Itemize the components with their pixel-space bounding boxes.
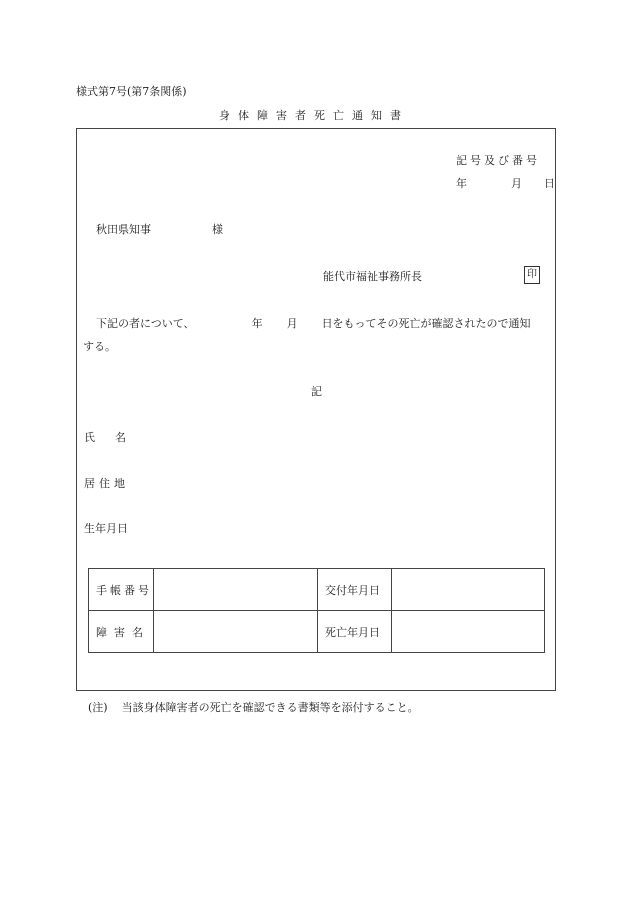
dob-field-label: 生年月日 xyxy=(84,522,128,535)
addressee-honorific: 様 xyxy=(212,223,223,236)
day-label: 日 xyxy=(544,177,555,190)
body-prefix: 下記の者について、 xyxy=(96,317,195,330)
footnote-text: 当該身体障害者の死亡を確認できる書類等を添付すること。 xyxy=(121,701,419,714)
table-label-cell: 死亡年月日 xyxy=(318,611,392,653)
body-month: 月 xyxy=(286,317,298,330)
form-reference: 様式第7号(第7条関係) xyxy=(76,85,187,98)
table-row xyxy=(89,611,545,653)
table-value-cell xyxy=(392,611,545,653)
body-year: 年 xyxy=(251,317,263,330)
table-label-cell: 障害名 xyxy=(89,611,154,653)
footnote-prefix: (注) xyxy=(88,701,108,714)
table-row xyxy=(89,569,545,611)
sender-title: 能代市福祉事務所長 xyxy=(323,270,422,283)
body-suffix: 日をもってその死亡が確認されたので通知 xyxy=(321,317,531,330)
issue-date-line xyxy=(456,178,555,189)
name-field-label xyxy=(84,432,126,443)
seal-mark: 印 xyxy=(524,266,540,284)
name-label-part1: 氏 xyxy=(84,431,95,444)
body-text-line1 xyxy=(96,318,531,329)
table-value-cell xyxy=(392,569,545,611)
month-label: 月 xyxy=(511,177,522,190)
info-table xyxy=(88,568,545,653)
addressee-name: 秋田県知事 xyxy=(96,223,151,236)
document-title: 身体障害者死亡通知書 xyxy=(219,109,409,122)
name-label-part2: 名 xyxy=(115,431,126,444)
body-text-line2: する。 xyxy=(83,340,116,353)
table-label-cell: 手帳番号 xyxy=(89,569,154,611)
footnote xyxy=(88,702,419,713)
reference-number-label: 記号及び番号 xyxy=(456,154,540,167)
table-value-cell xyxy=(154,611,318,653)
address-field-label: 居住地 xyxy=(84,477,129,490)
record-heading: 記 xyxy=(311,385,322,398)
year-label: 年 xyxy=(456,177,467,190)
table-value-cell xyxy=(154,569,318,611)
table-label-cell: 交付年月日 xyxy=(318,569,392,611)
